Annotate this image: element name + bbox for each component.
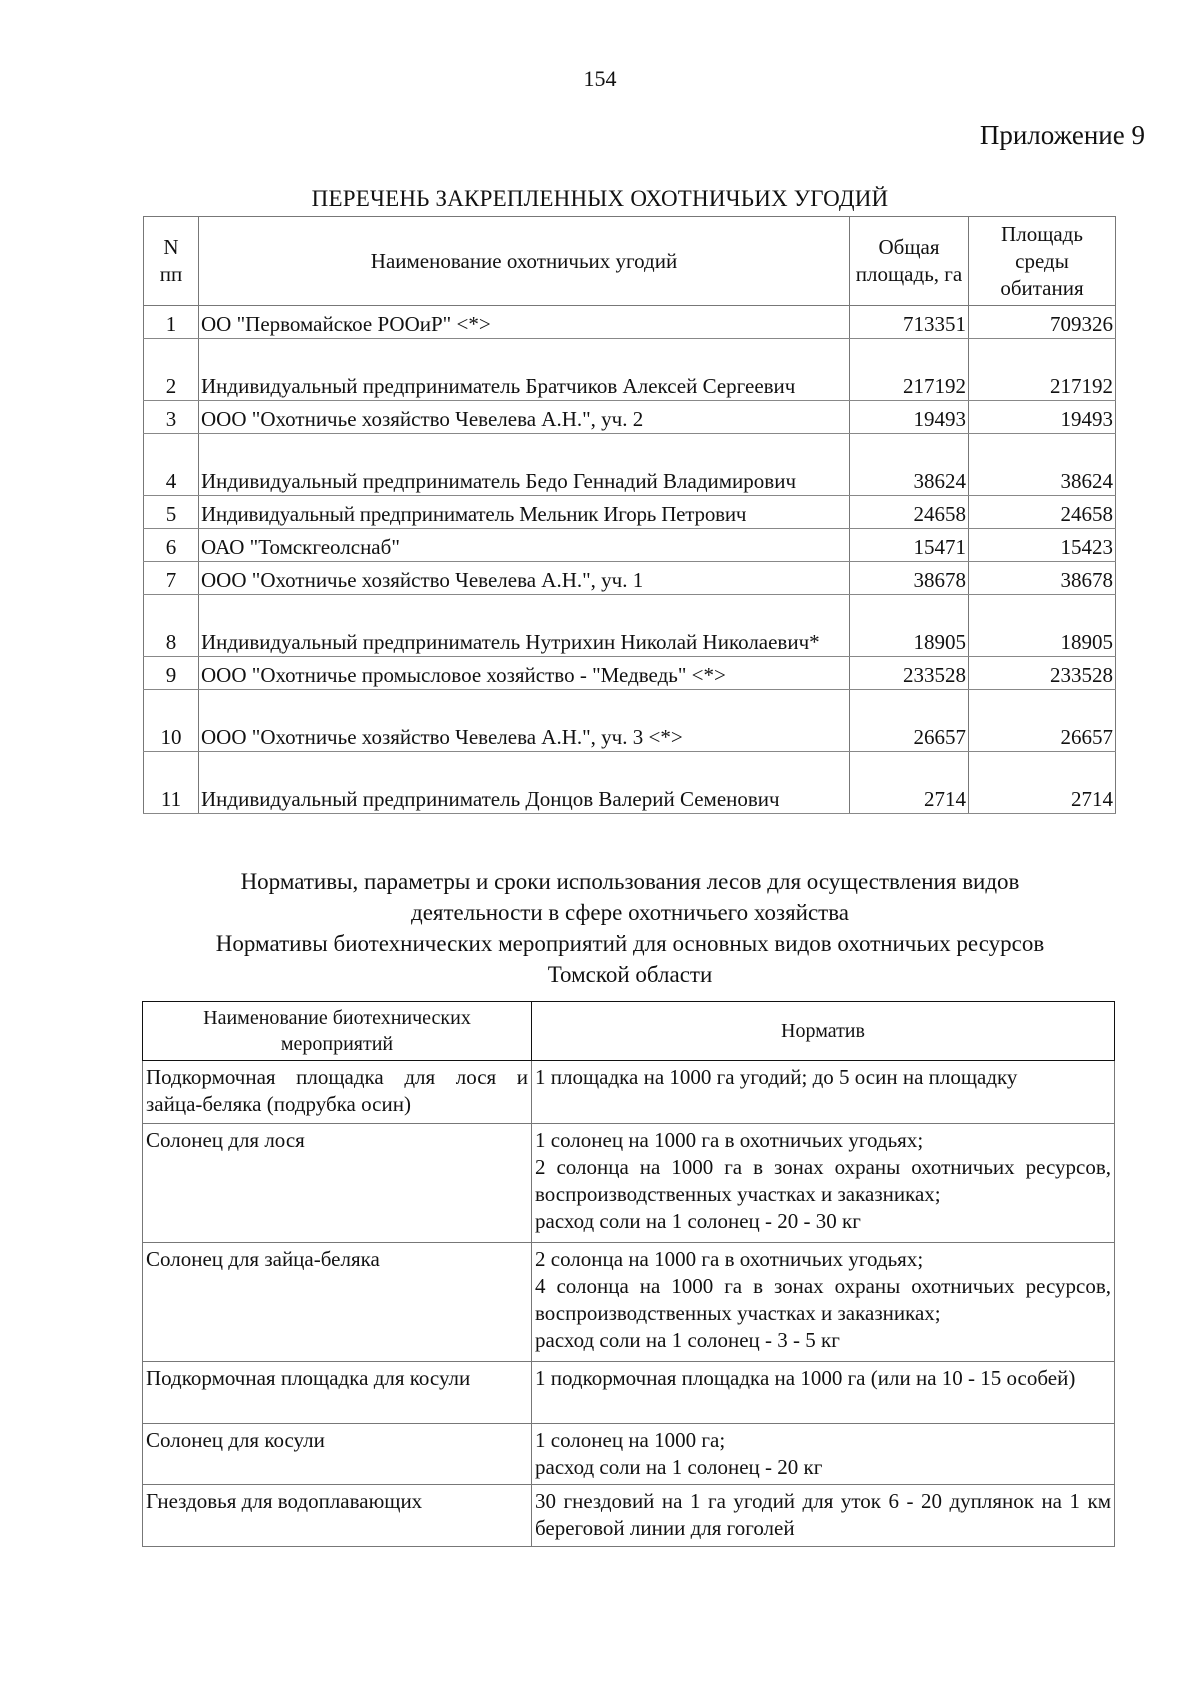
biotechnical-norms-table <box>142 1001 1115 1547</box>
row-activity: Солонец для зайца-беляка <box>143 1243 532 1362</box>
table-header-row <box>144 217 1116 306</box>
row-total-area: 38678 <box>850 562 969 595</box>
row-activity: Солонец для косули <box>143 1424 532 1485</box>
table-row <box>144 562 1116 595</box>
table-row <box>143 1061 1115 1124</box>
row-name: Индивидуальный предприниматель Братчиков Алексей Сергеевич <box>199 339 850 401</box>
row-habitat-area: 217192 <box>969 339 1116 401</box>
row-habitat-area: 233528 <box>969 657 1116 690</box>
row-activity: Подкормочная площадка для лося и зайца-беляка (подрубка осин) <box>143 1061 532 1124</box>
row-total-area: 24658 <box>850 496 969 529</box>
row-number: 7 <box>144 562 199 595</box>
row-number: 5 <box>144 496 199 529</box>
row-name: Индивидуальный предприниматель Бедо Геннадий Владимирович <box>199 434 850 496</box>
table-row <box>143 1124 1115 1243</box>
table-row <box>144 690 1116 752</box>
row-name: ООО "Охотничье промысловое хозяйство - "Медведь" <*> <box>199 657 850 690</box>
row-habitat-area: 18905 <box>969 595 1116 657</box>
row-name: ОО "Первомайское РООиР" <*> <box>199 306 850 339</box>
row-habitat-area: 2714 <box>969 752 1116 814</box>
table-row <box>144 595 1116 657</box>
hunting-grounds-table <box>143 216 1116 814</box>
row-norm: 1 солонец на 1000 га; расход соли на 1 солонец - 20 кг <box>532 1424 1115 1485</box>
row-habitat-area: 24658 <box>969 496 1116 529</box>
table-row <box>144 434 1116 496</box>
header-norm: Норматив <box>532 1002 1115 1061</box>
table-header-row <box>143 1002 1115 1061</box>
row-habitat-area: 38678 <box>969 562 1116 595</box>
row-total-area: 713351 <box>850 306 969 339</box>
row-number: 11 <box>144 752 199 814</box>
row-norm: 1 подкормочная площадка на 1000 га (или на 10 - 15 особей) <box>532 1362 1115 1424</box>
row-name: Индивидуальный предприниматель Мельник Игорь Петрович <box>199 496 850 529</box>
table-row <box>144 657 1116 690</box>
table-row <box>144 401 1116 434</box>
row-activity: Подкормочная площадка для косули <box>143 1362 532 1424</box>
table-row <box>144 529 1116 562</box>
row-number: 2 <box>144 339 199 401</box>
row-name: Индивидуальный предприниматель Нутрихин Николай Николаевич* <box>199 595 850 657</box>
row-number: 6 <box>144 529 199 562</box>
row-habitat-area: 38624 <box>969 434 1116 496</box>
header-total-area: Общая площадь, га <box>850 217 969 306</box>
table-row <box>144 306 1116 339</box>
row-number: 3 <box>144 401 199 434</box>
row-norm: 1 солонец на 1000 га в охотничьих угодьях; 2 солонца на 1000 га в зонах охраны охотничьих ресурсов, воспроизводственных участках и заказниках; расход соли на 1 солонец - 20 - 30 кг <box>532 1124 1115 1243</box>
row-number: 10 <box>144 690 199 752</box>
row-name: ОАО "Томскгеолснаб" <box>199 529 850 562</box>
row-activity: Солонец для лося <box>143 1124 532 1243</box>
row-habitat-area: 15423 <box>969 529 1116 562</box>
table-row <box>144 752 1116 814</box>
row-total-area: 19493 <box>850 401 969 434</box>
row-total-area: 18905 <box>850 595 969 657</box>
table-row <box>144 496 1116 529</box>
row-total-area: 217192 <box>850 339 969 401</box>
section2-heading-line: Томской области <box>547 962 713 987</box>
row-name: Индивидуальный предприниматель Донцов Валерий Семенович <box>199 752 850 814</box>
row-norm: 2 солонца на 1000 га в охотничьих угодьях; 4 солонца на 1000 га в зонах охраны охотничьих ресурсов, воспроизводственных участках и заказниках; расход соли на 1 солонец - 3 - 5 кг <box>532 1243 1115 1362</box>
section2-heading-line: деятельности в сфере охотничьего хозяйства <box>411 900 849 925</box>
row-habitat-area: 709326 <box>969 306 1116 339</box>
page-number: 154 <box>583 66 617 91</box>
row-number: 9 <box>144 657 199 690</box>
row-habitat-area: 19493 <box>969 401 1116 434</box>
row-number: 8 <box>144 595 199 657</box>
table-row <box>143 1362 1115 1424</box>
header-name: Наименование охотничьих угодий <box>199 217 850 306</box>
row-number: 4 <box>144 434 199 496</box>
table-row <box>143 1485 1115 1547</box>
table-row <box>144 339 1116 401</box>
table-row <box>143 1243 1115 1362</box>
row-name: ООО "Охотничье хозяйство Чевелева А.Н.", уч. 3 <*> <box>199 690 850 752</box>
row-number: 1 <box>144 306 199 339</box>
section2-headings <box>130 866 1130 990</box>
row-name: ООО "Охотничье хозяйство Чевелева А.Н.", уч. 2 <box>199 401 850 434</box>
table-row <box>143 1424 1115 1485</box>
row-habitat-area: 26657 <box>969 690 1116 752</box>
row-total-area: 26657 <box>850 690 969 752</box>
row-total-area: 233528 <box>850 657 969 690</box>
header-habitat-area: Площадь среды обитания <box>969 217 1116 306</box>
section2-heading-line: Нормативы биотехнических мероприятий для основных видов охотничьих ресурсов <box>215 931 1045 956</box>
header-number: N пп <box>144 217 199 306</box>
row-norm: 30 гнездовий на 1 га угодий для уток 6 - 20 дуплянок на 1 км береговой линии для гоголей <box>532 1485 1115 1547</box>
header-activity: Наименование биотехнических мероприятий <box>143 1002 532 1061</box>
table1-title: ПЕРЕЧЕНЬ ЗАКРЕПЛЕННЫХ ОХОТНИЧЬИХ УГОДИЙ <box>311 186 889 211</box>
row-total-area: 2714 <box>850 752 969 814</box>
row-total-area: 38624 <box>850 434 969 496</box>
row-name: ООО "Охотничье хозяйство Чевелева А.Н.", уч. 1 <box>199 562 850 595</box>
row-activity: Гнездовья для водоплавающих <box>143 1485 532 1547</box>
row-norm: 1 площадка на 1000 га угодий; до 5 осин на площадку <box>532 1061 1115 1124</box>
appendix-label: Приложение 9 <box>979 120 1145 150</box>
section2-heading-line: Нормативы, параметры и сроки использования лесов для осуществления видов <box>240 869 1020 894</box>
row-total-area: 15471 <box>850 529 969 562</box>
